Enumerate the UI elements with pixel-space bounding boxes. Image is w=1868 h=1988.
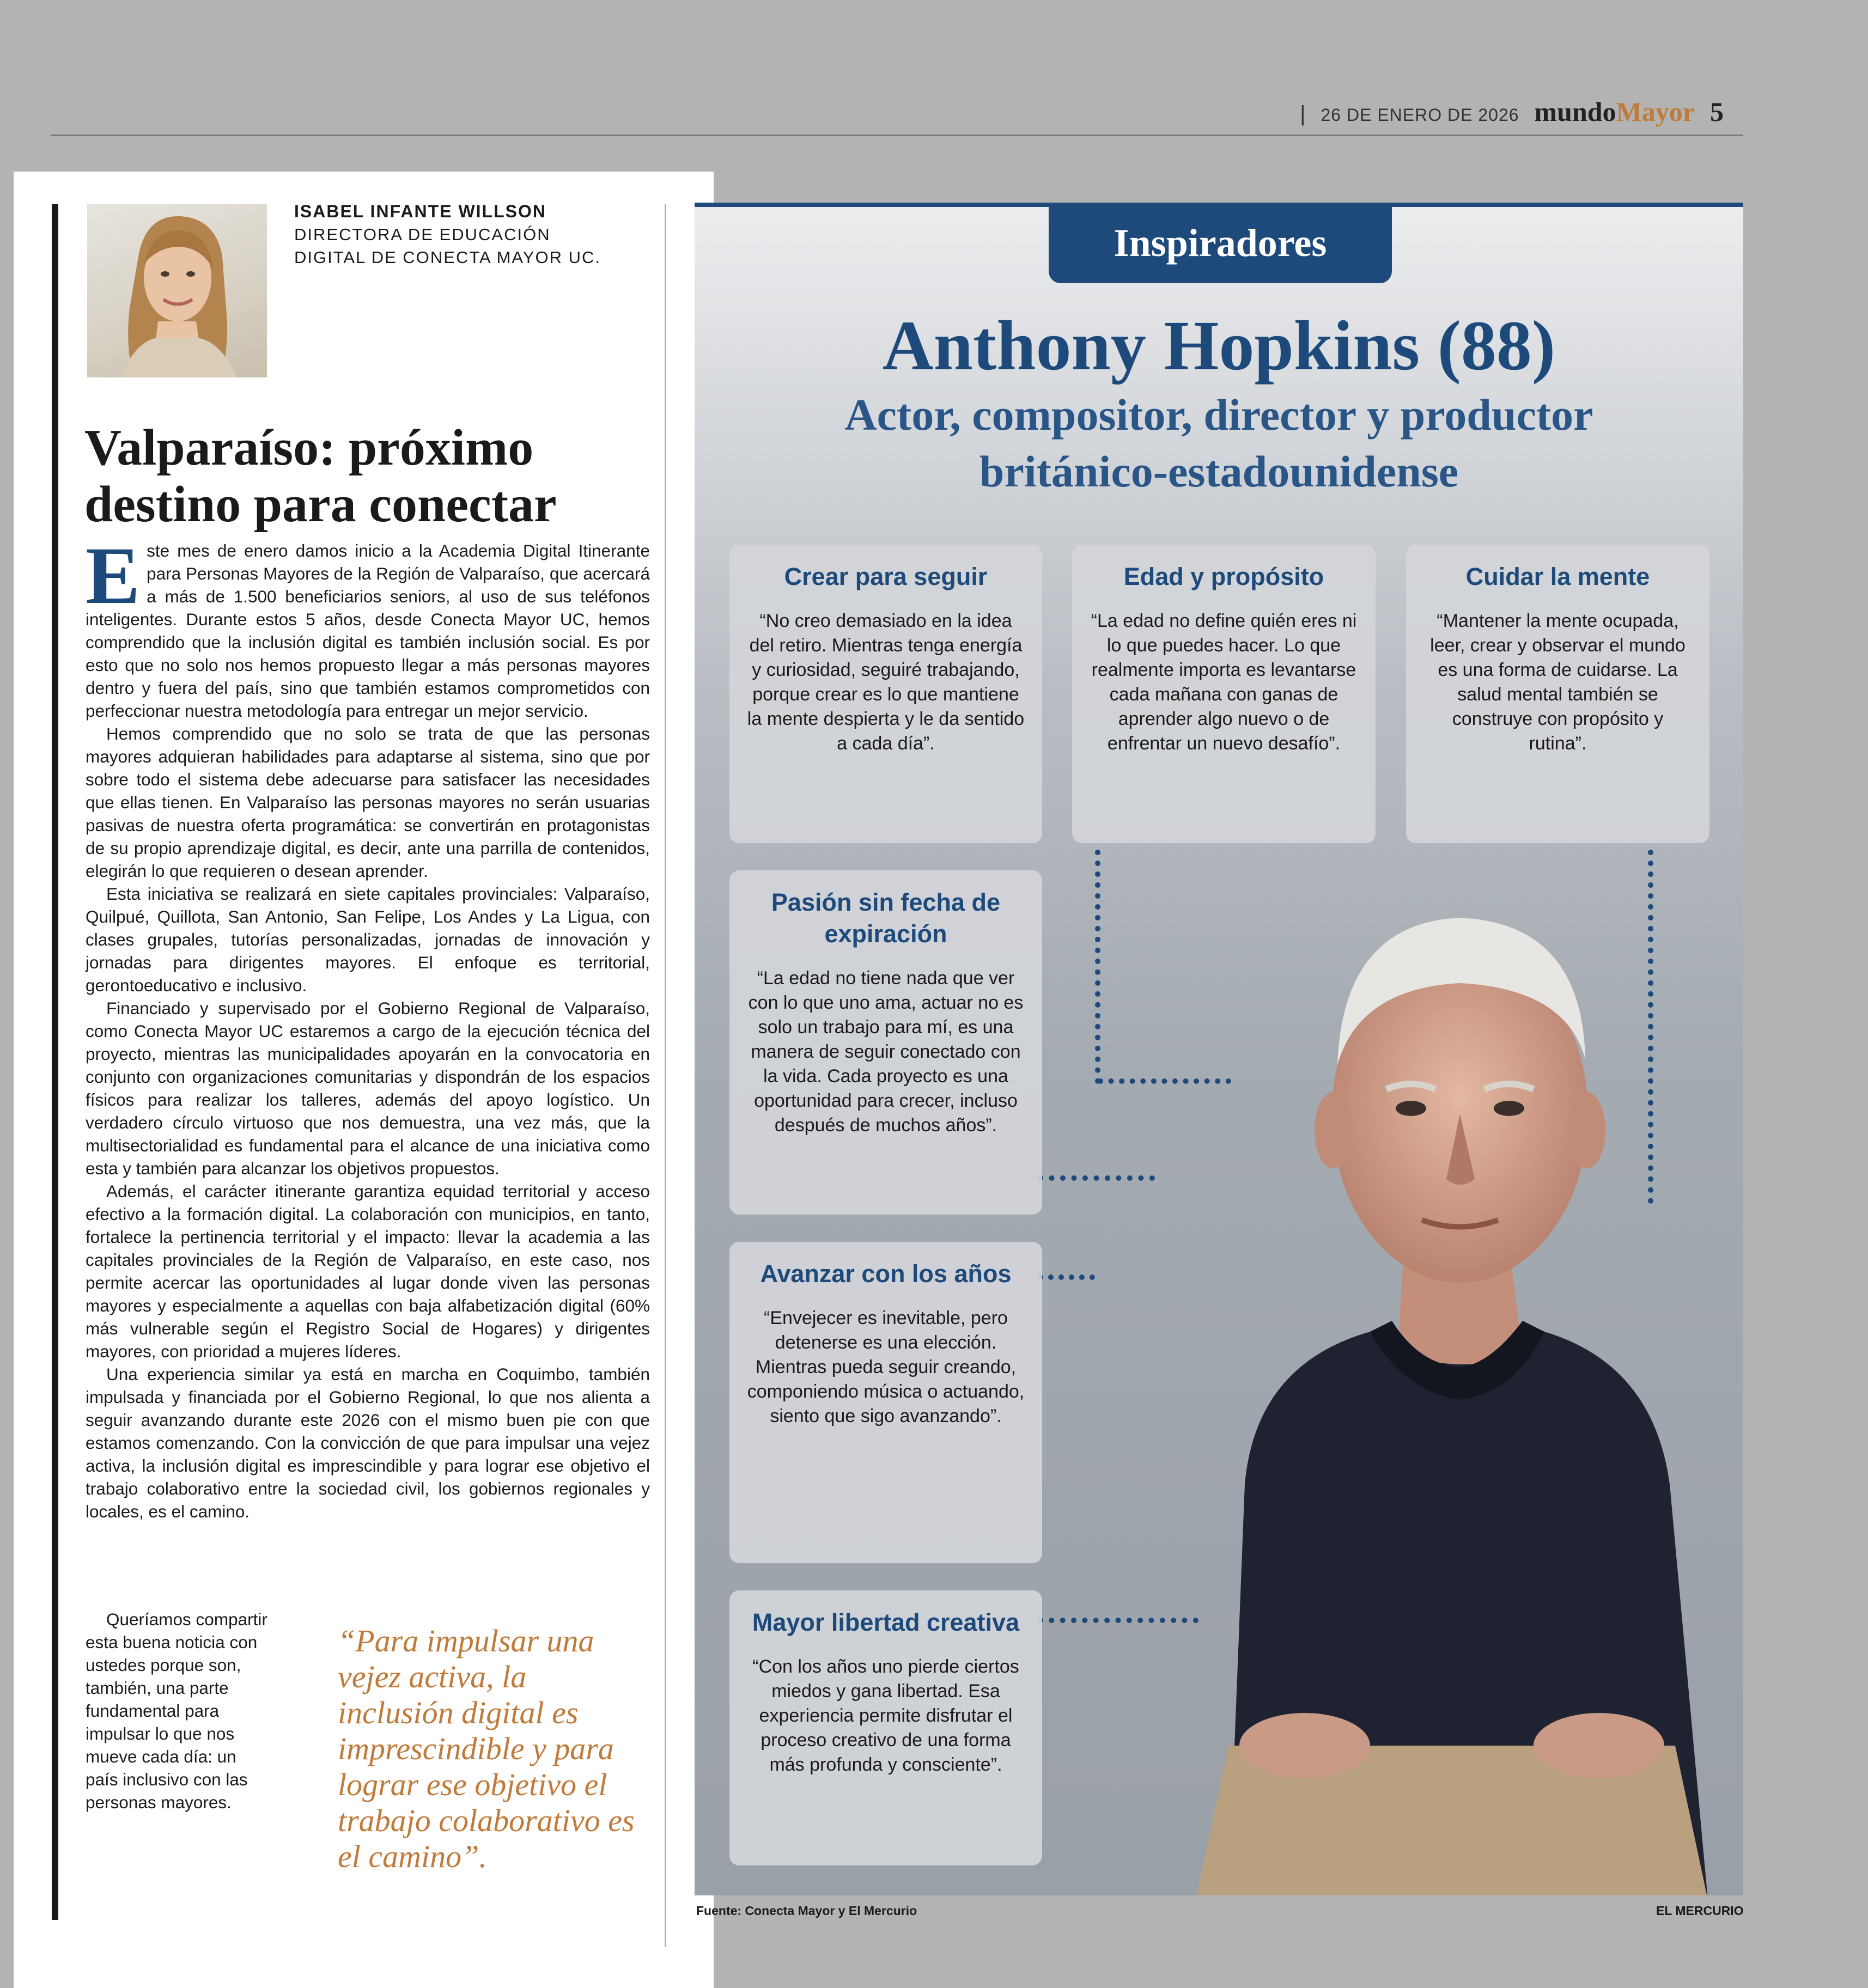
connector-libertad [1038, 1618, 1198, 1623]
paragraph-6: Una experiencia similar ya está en marcha en Coquimbo, también impulsada y financiada por el Gobierno Regional, lo que nos alienta a seguir avanzando durante este 2026 con el mismo buen pie con que estamos comenzando. Con la convicción de que para impulsar una vejez activa, la inclusión digital es imprescindible y para lograr ese objetivo el trabajo colaborativo entre la sociedad civil, los gobiernos regionales y locales, es el camino. [86, 1364, 650, 1521]
paragraph-7: Queríamos compartir esta buena noticia con ustedes porque son, también, una parte fundamental para impulsar lo que nos mueve cada día: un país inclusivo con las personas mayores. [86, 1609, 267, 1812]
infographic-source: Fuente: Conecta Mayor y El Mercurio [696, 1904, 917, 1918]
card-pasion-sin-fecha [729, 870, 1042, 1215]
card-title: Crear para seguir [784, 563, 988, 590]
header-separator: | [1300, 102, 1306, 126]
card-quote: “La edad no define quién eres ni lo que puedes hacer. Lo que realmente importa es levantarse cada mañana con ganas de aprender algo nuevo o de enfrentar un nuevo desafío”. [1091, 611, 1357, 754]
section-tag: Inspiradores [1049, 207, 1392, 283]
paragraph-4: Financiado y supervisado por el Gobierno Regional de Valparaíso, como Conecta Mayor UC estaremos a cargo de la ejecución técnica del proyecto, mientras las municipalidades apoyarán en la convocatoria en conjunto con organizaciones comunitarias y dispondrán de los espacios físicos para realizar los talleres, además del apoyo logístico. Un verdadero círculo virtuoso que nos demuestra, una vez más, que la multisectorialidad es fundamental para el alcance de una iniciativa como esta y también para alcanzar los objetivos propuestos. [86, 998, 650, 1178]
article-body [86, 530, 650, 1523]
page-number: 5 [1710, 96, 1724, 127]
card-avanzar-con-los-anos [729, 1242, 1042, 1563]
paragraph-1-text: ste mes de enero damos inicio a la Academia Digital Itinerante para Personas Mayores de la Región de Valparaíso, que acercará a más de 1.500 beneficiarios seniors, al uso de sus teléfonos inteligentes. Durante estos 5 años, desde Conecta Mayor UC, hemos comprendido que la inclusión digital es también inclusión social. Es por esto que no solo nos hemos propuesto llegar a más personas mayores dentro y fuera del país, sino que también estamos comprometidos con perfeccionar nuestra metodología para entregar un mejor servicio. [86, 541, 650, 721]
pull-quote: “Para impulsar una vejez activa, la inclusión digital es imprescindible y para lograr ese objetivo el trabajo colaborativo es el camino”. [338, 1623, 635, 1874]
connector-edad [1095, 850, 1100, 1084]
card-title: Mayor libertad creativa [752, 1608, 1020, 1636]
page-header [51, 93, 1743, 136]
paragraph-1 [86, 530, 650, 722]
infographic-title: Anthony Hopkins (88) [882, 307, 1556, 385]
connector-edad-h [1098, 1078, 1231, 1084]
author-photo [87, 204, 267, 377]
drop-cap: E [86, 530, 141, 621]
author-role: DIRECTORA DE EDUCACIÓN DIGITAL DE CONECTA MAYOR UC. [294, 225, 601, 267]
paragraph-5: Además, el carácter itinerante garantiza equidad territorial y acceso efectivo a la formación digital. La colaboración con municipios, en tanto, fortalece la pertinencia territorial y el impacto: llevar la academia a las capitales provinciales de la Región de Valparaíso, en este caso, nos permite acercar las oportunidades al lugar donde viven las personas mayores y especialmente a aquellas con baja alfabetización digital (60% más vulnerable según el Registro Social de Hogares) y dirigentes mayores, con prioridad a mujeres líderes. [86, 1181, 650, 1361]
card-quote: “No creo demasiado en la idea del retiro. Mientras tenga energía y curiosidad, seguiré trabajando, porque crear es lo que mantiene la mente despierta y le da sentido a cada día”. [747, 611, 1025, 754]
card-crear-para-seguir [729, 545, 1042, 843]
paragraph-3: Esta iniciativa se realizará en siete capitales provinciales: Valparaíso, Quilpué, Quillota, San Antonio, San Felipe, Los Andes y La Ligua, con clases grupales, tutorías personalizadas, jornadas de innovación y jornadas para dirigentes mayores. El enfoque es territorial, gerontoeducativo e inclusivo. [86, 884, 650, 995]
header-info [1300, 96, 1724, 127]
card-cuidar-la-mente [1406, 545, 1709, 843]
section-brand [1535, 96, 1695, 127]
article-headline: Valparaíso: próximo destino para conectar [84, 419, 557, 533]
card-quote: “Envejecer es inevitable, pero detenerse es una elección. Mientras pueda seguir creando, componiendo música o actuando, siento que sigo avanzando”. [747, 1308, 1025, 1426]
connector-mente [1648, 850, 1653, 1204]
issue-date: 26 DE ENERO DE 2026 [1321, 105, 1519, 125]
card-title: Cuidar la mente [1465, 563, 1650, 590]
card-title: Avanzar con los años [760, 1260, 1012, 1288]
brand-second: Mayor [1616, 96, 1695, 127]
connector-avanzar [1038, 1274, 1095, 1280]
card-quote: “La edad no tiene nada que ver con lo que uno ama, actuar no es solo un trabajo para mí, es una manera de seguir conectado con la vida. Cada proyecto es una oportunidad para crecer, incluso después de muchos años”. [748, 968, 1024, 1136]
author-portrait-illustration [87, 204, 267, 377]
connector-pasion [1038, 1175, 1155, 1181]
card-title: Edad y propósito [1123, 563, 1324, 590]
author-name: ISABEL INFANTE WILLSON [294, 202, 546, 221]
card-quote: “Con los años uno pierde ciertos miedos y gana libertad. Esa experiencia permite disfrutar el proceso creativo de una forma más profunda y consciente”. [752, 1656, 1019, 1775]
brand-first: mundo [1534, 96, 1616, 127]
paragraph-2: Hemos comprendido que no solo se trata de que las personas mayores adquieran habilidades para adaptarse al sistema, sino que por sobre todo el sistema debe adecuarse para satisfacer las necesidades que ellas tienen. En Valparaíso las personas mayores no serán usuarias pasivas de nuestra oferta programática: se convertirán en protagonistas de su propio aprendizaje digital, es decir, ante una parrilla de contenidos, elegirán lo que requieren o desean aprender. [86, 724, 650, 881]
column-rule-right [665, 204, 666, 1947]
card-edad-y-proposito [1072, 545, 1376, 843]
infographic-credit: EL MERCURIO [1656, 1904, 1744, 1918]
infographic-subtitle: Actor, compositor, director y productor británico-estadounidense [844, 390, 1593, 496]
opinion-column [14, 172, 714, 1988]
card-mayor-libertad-creativa [729, 1590, 1042, 1865]
column-rule-left [52, 204, 58, 1920]
hopkins-portrait [1163, 885, 1743, 1895]
inspiradores-infographic [695, 203, 1743, 1895]
article-closing [86, 1608, 271, 1814]
card-title: Pasión sin fecha de expiración [771, 888, 1001, 948]
card-quote: “Mantener la mente ocupada, leer, crear y observar el mundo es una forma de cuidarse. La salud mental también se construye con propósito y rutina”. [1430, 611, 1686, 754]
